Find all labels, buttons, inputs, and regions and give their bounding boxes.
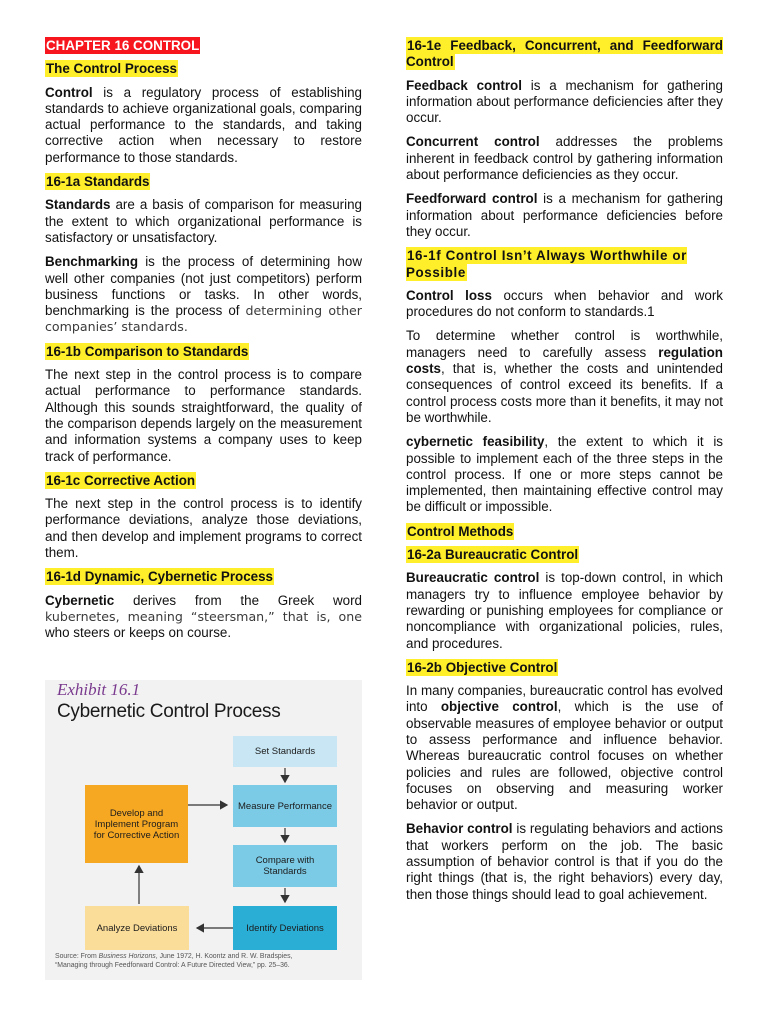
section-heading-16-1c: 16-1c Corrective Action — [46, 472, 196, 488]
box-analyze-deviations: Analyze Deviations — [85, 906, 189, 950]
term-control-loss: Control loss — [406, 287, 492, 303]
section-heading-16-1b: 16-1b Comparison to Standards — [46, 343, 249, 359]
paragraph-cybernetic-feasibility: cybernetic feasibility, the extent to which it is possible to implement each of the three steps in the control process. If one or more steps cannot be implemented, then maintaining effective control may be difficult or impossible. — [406, 434, 723, 515]
section-heading-control-process: The Control Process — [46, 61, 177, 77]
term-regulation-costs: regulation costs — [406, 344, 723, 377]
box-develop-program: Develop and Implement Program for Corrective Action — [85, 785, 188, 863]
paragraph-regulation-costs: To determine whether control is worthwhile, managers need to carefully assess regulation costs, that is, whether the costs and unintended consequences of control exceed its benefits. If a control process costs more than it benefits, it may not be worthwhile. — [406, 328, 723, 425]
paragraph-objective: In many companies, bureaucratic control has evolved into objective control, which is the use of observable measures of employee behavior or output to assess performance and influence behavior. Whereas bureaucratic control focuses on whether policies and rules are followed, objective control focuses on observing and measuring worker behavior or output. — [406, 683, 723, 813]
paragraph-comparison: The next step in the control process is to compare actual performance to performance standards. Although this sounds straightforward, the quality of the comparison depends largely on the measurement and information systems a company uses to keep track of performance. — [45, 367, 362, 464]
term-concurrent-control: Concurrent control — [406, 134, 540, 150]
section-heading-16-1e: 16-1e Feedback, Concurrent, and Feedforward Control — [406, 38, 723, 70]
paragraph-feedback: Feedback control is a mechanism for gathering information about performance deficiencies after they occur. — [406, 77, 723, 126]
chapter-heading: CHAPTER 16 CONTROL — [46, 38, 200, 53]
term-feedforward-control: Feedforward control — [406, 191, 538, 207]
box-measure-performance: Measure Performance — [233, 785, 337, 827]
right-column — [406, 38, 723, 911]
exhibit-number: Exhibit 16.1 — [57, 680, 141, 699]
section-heading-16-1d: 16-1d Dynamic, Cybernetic Process — [46, 569, 274, 585]
box-set-standards: Set Standards — [233, 736, 337, 767]
paragraph-benchmarking: Benchmarking is the process of determining how well other companies (not just competitors) perform business functions or tasks. In other words, benchmarking is the process of determining other companies’ standards. — [45, 254, 362, 335]
paragraph-concurrent: Concurrent control addresses the problems inherent in feedback control by gathering information about performance deficiencies as they occur. — [406, 134, 723, 183]
term-cybernetic-feasibility: cybernetic feasibility — [406, 434, 545, 450]
term-behavior-control: Behavior control — [406, 821, 513, 837]
exhibit-title: Cybernetic Control Process — [57, 701, 281, 722]
paragraph-standards: Standards are a basis of comparison for measuring the extent to which organizational performance is satisfactory or unsatisfactory. — [45, 197, 362, 245]
paragraph-control-definition: Control is a regulatory process of establishing standards to achieve organizational goals, comparing actual performance to the standards, and taking corrective action when necessary to restore performance to those standards. — [45, 84, 362, 165]
term-bureaucratic-control: Bureaucratic control — [406, 570, 540, 586]
exhibit-figure — [45, 680, 362, 980]
section-heading-16-2a: 16-2a Bureaucratic Control — [407, 547, 579, 563]
box-identify-deviations: Identify Deviations — [233, 906, 337, 950]
paragraph-cybernetic: Cybernetic derives from the Greek word kubernetes, meaning “steersman,” that is, one who steers or keeps on course. — [45, 592, 362, 641]
section-heading-control-methods: Control Methods — [407, 523, 514, 539]
term-benchmarking: Benchmarking — [45, 254, 139, 270]
paragraph-corrective: The next step in the control process is to identify performance deviations, analyze those deviations, and then develop and implement programs to correct them. — [45, 496, 362, 561]
term-control: Control — [45, 84, 93, 100]
section-heading-16-1f: 16-1f Control Isn’t Always Worthwhile or Possible — [406, 248, 687, 280]
term-cybernetic: Cybernetic — [45, 592, 115, 608]
term-objective-control: objective control — [440, 699, 558, 715]
box-compare-standards: Compare with Standards — [233, 845, 337, 887]
paragraph-feedforward: Feedforward control is a mechanism for gathering information about performance deficiencies before they occur. — [406, 191, 723, 239]
section-heading-16-2b: 16-2b Objective Control — [407, 659, 558, 675]
exhibit-source: Source: From Business Horizons, June 1972, H. Koontz and R. W. Bradspies, “Managing through Feedforward Control: A Future Directed View,” pp. 25–36. — [55, 953, 293, 969]
paragraph-behavior: Behavior control is regulating behaviors and actions that workers perform on the job. The basic assumption of behavior control is that if you do the right things (that is, the right behaviors) every day, then those things should lead to goal achievement. — [406, 821, 723, 902]
section-heading-16-1a: 16-1a Standards — [46, 174, 150, 190]
paragraph-control-loss: Control loss occurs when behavior and work procedures do not conform to standards.1 — [406, 287, 723, 320]
paragraph-bureaucratic: Bureaucratic control is top-down control, in which managers try to influence employee behavior by rewarding or punishing employees for compliance or noncompliance with organizational policies, rules, and procedures. — [406, 570, 724, 651]
term-feedback-control: Feedback control — [406, 77, 522, 93]
term-standards: Standards — [45, 197, 111, 213]
left-column — [45, 38, 362, 650]
